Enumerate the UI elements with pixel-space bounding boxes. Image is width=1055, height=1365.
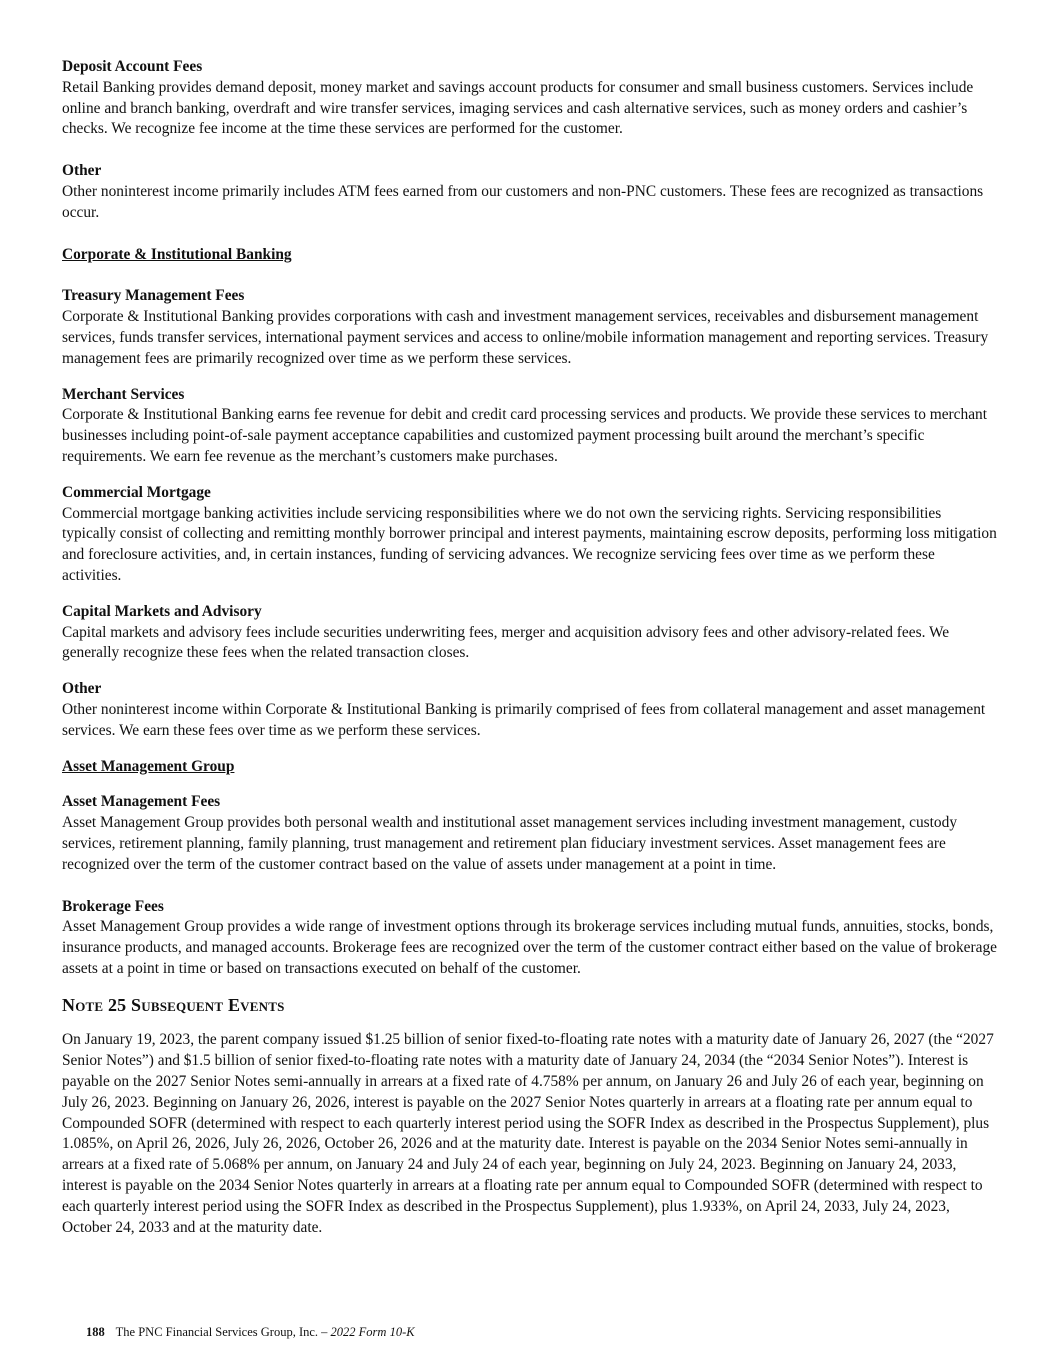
cib-segment-heading: Corporate & Institutional Banking bbox=[62, 245, 292, 263]
page-number: 188 bbox=[86, 1325, 105, 1339]
note-25-heading: Note 25 Subsequent Events bbox=[62, 994, 285, 1015]
commercial-mortgage-heading: Commercial Mortgage bbox=[62, 483, 211, 501]
cib-other-heading: Other bbox=[62, 680, 102, 698]
retail-other-text: Other noninterest income primarily includes ATM fees earned from our customers and non-PNC customers. These fees are recognized as transactions occur. bbox=[62, 182, 984, 221]
cib-other-text: Other noninterest income within Corporate & Institutional Banking is primarily comprised of fees from collateral management and asset management services. We earn these fees over time as we perform these services. bbox=[62, 700, 986, 739]
footer-form: 2022 Form 10-K bbox=[330, 1325, 415, 1339]
brokerage-fees-heading: Brokerage Fees bbox=[62, 897, 164, 915]
merchant-services-text: Corporate & Institutional Banking earns fee revenue for debit and credit card processing services and products. We provide these services to merchant businesses including point-of-sale payment acceptance capabilities and customized payment processing built around the merchant’s specific requirements. We earn fee revenue as the merchant’s customers make purchases. bbox=[62, 406, 988, 465]
asset-management-fees-text: Asset Management Group provides both personal wealth and institutional asset management services including investment management, custody services, retirement planning, family planning, trust management and retirement plan fiduciary investment services. Asset management fees are recognized over the term of the customer contract based on the value of assets under management at a point in time. bbox=[62, 814, 958, 873]
treasury-management-text: Corporate & Institutional Banking provides corporations with cash and investment management services, receivables and disbursement management services, funds transfer services, international payment services and access to online/mobile information management and reporting services. Treasury management fees are primarily recognized over time as we perform these services. bbox=[62, 308, 989, 367]
capital-markets-heading: Capital Markets and Advisory bbox=[62, 602, 262, 620]
retail-other-heading: Other bbox=[62, 162, 102, 180]
note-25-text: On January 19, 2023, the parent company issued $1.25 billion of senior fixed-to-floating rate notes with a maturity date of January 26, 2027 (the “2027 Senior Notes”) and $1.5 billion of senior fixed-to-floating rate notes with a maturity date of January 24, 2034 (the “2034 Senior Notes”). Interest is payable on the 2027 Senior Notes semi-annually in arrears at a fixed rate of 4.758% per annum, on January 26 and July 26 of each year, beginning on July 26, 2023. Beginning on January 26, 2026, interest is payable on the 2027 Senior Notes quarterly in arrears at a floating rate per annum equal to Compounded SOFR (determined with respect to each quarterly interest period using the SOFR Index as described in the Prospectus Supplement), plus 1.085%, on April 26, 2026, July 26, 2026, October 26, 2026 and at the maturity date. Interest is payable on the 2034 Senior Notes semi-annually in arrears at a fixed rate of 5.068% per annum, on January 24 and July 24 of each year, beginning on July 24, 2023. Beginning on January 24, 2033, interest is payable on the 2034 Senior Notes quarterly in arrears at a floating rate per annum equal to Compounded SOFR (determined with respect to each quarterly interest period using the SOFR Index as described in the Prospectus Supplement), plus 1.933%, on April 24, 2033, July 24, 2023, October 24, 2033 and at the maturity date. bbox=[62, 1031, 994, 1236]
footer-company: The PNC Financial Services Group, Inc. – bbox=[115, 1325, 328, 1339]
treasury-management-heading: Treasury Management Fees bbox=[62, 287, 245, 305]
commercial-mortgage-text: Commercial mortgage banking activities include servicing responsibilities where we do not own the servicing rights. Servicing responsibilities typically consist of collecting and remitting monthly borrower principal and interest payments, maintaining escrow deposits, performing loss mitigation and foreclosure activities, and, in certain instances, funding of servicing advances. We recognize servicing fees over time as we perform these activities. bbox=[62, 504, 997, 584]
deposit-account-fees-heading: Deposit Account Fees bbox=[62, 58, 203, 75]
brokerage-fees-text: Asset Management Group provides a wide range of investment options through its brokerage services including mutual funds, annuities, stocks, bonds, insurance products, and managed accounts. Brokerage fees are recognized over the term of the customer contract either based on the value of brokerage assets at a point in time or based on transactions executed on behalf of the customer. bbox=[62, 918, 997, 977]
page-footer bbox=[86, 1325, 415, 1340]
deposit-account-fees-text: Retail Banking provides demand deposit, money market and savings account products for consumer and small business customers. Services include online and branch banking, overdraft and wire transfer services, imaging services and cash alternative services, such as money orders and cashier’s checks. We recognize fee income at the time these services are performed for the customer. bbox=[62, 78, 974, 138]
asset-management-fees-heading: Asset Management Fees bbox=[62, 793, 221, 811]
amg-segment-heading: Asset Management Group bbox=[62, 757, 235, 775]
document-page bbox=[62, 57, 997, 1238]
capital-markets-text: Capital markets and advisory fees include securities underwriting fees, merger and acquisition advisory fees and other advisory-related fees. We generally recognize these fees when the related transaction closes. bbox=[62, 623, 950, 662]
merchant-services-heading: Merchant Services bbox=[62, 385, 185, 403]
